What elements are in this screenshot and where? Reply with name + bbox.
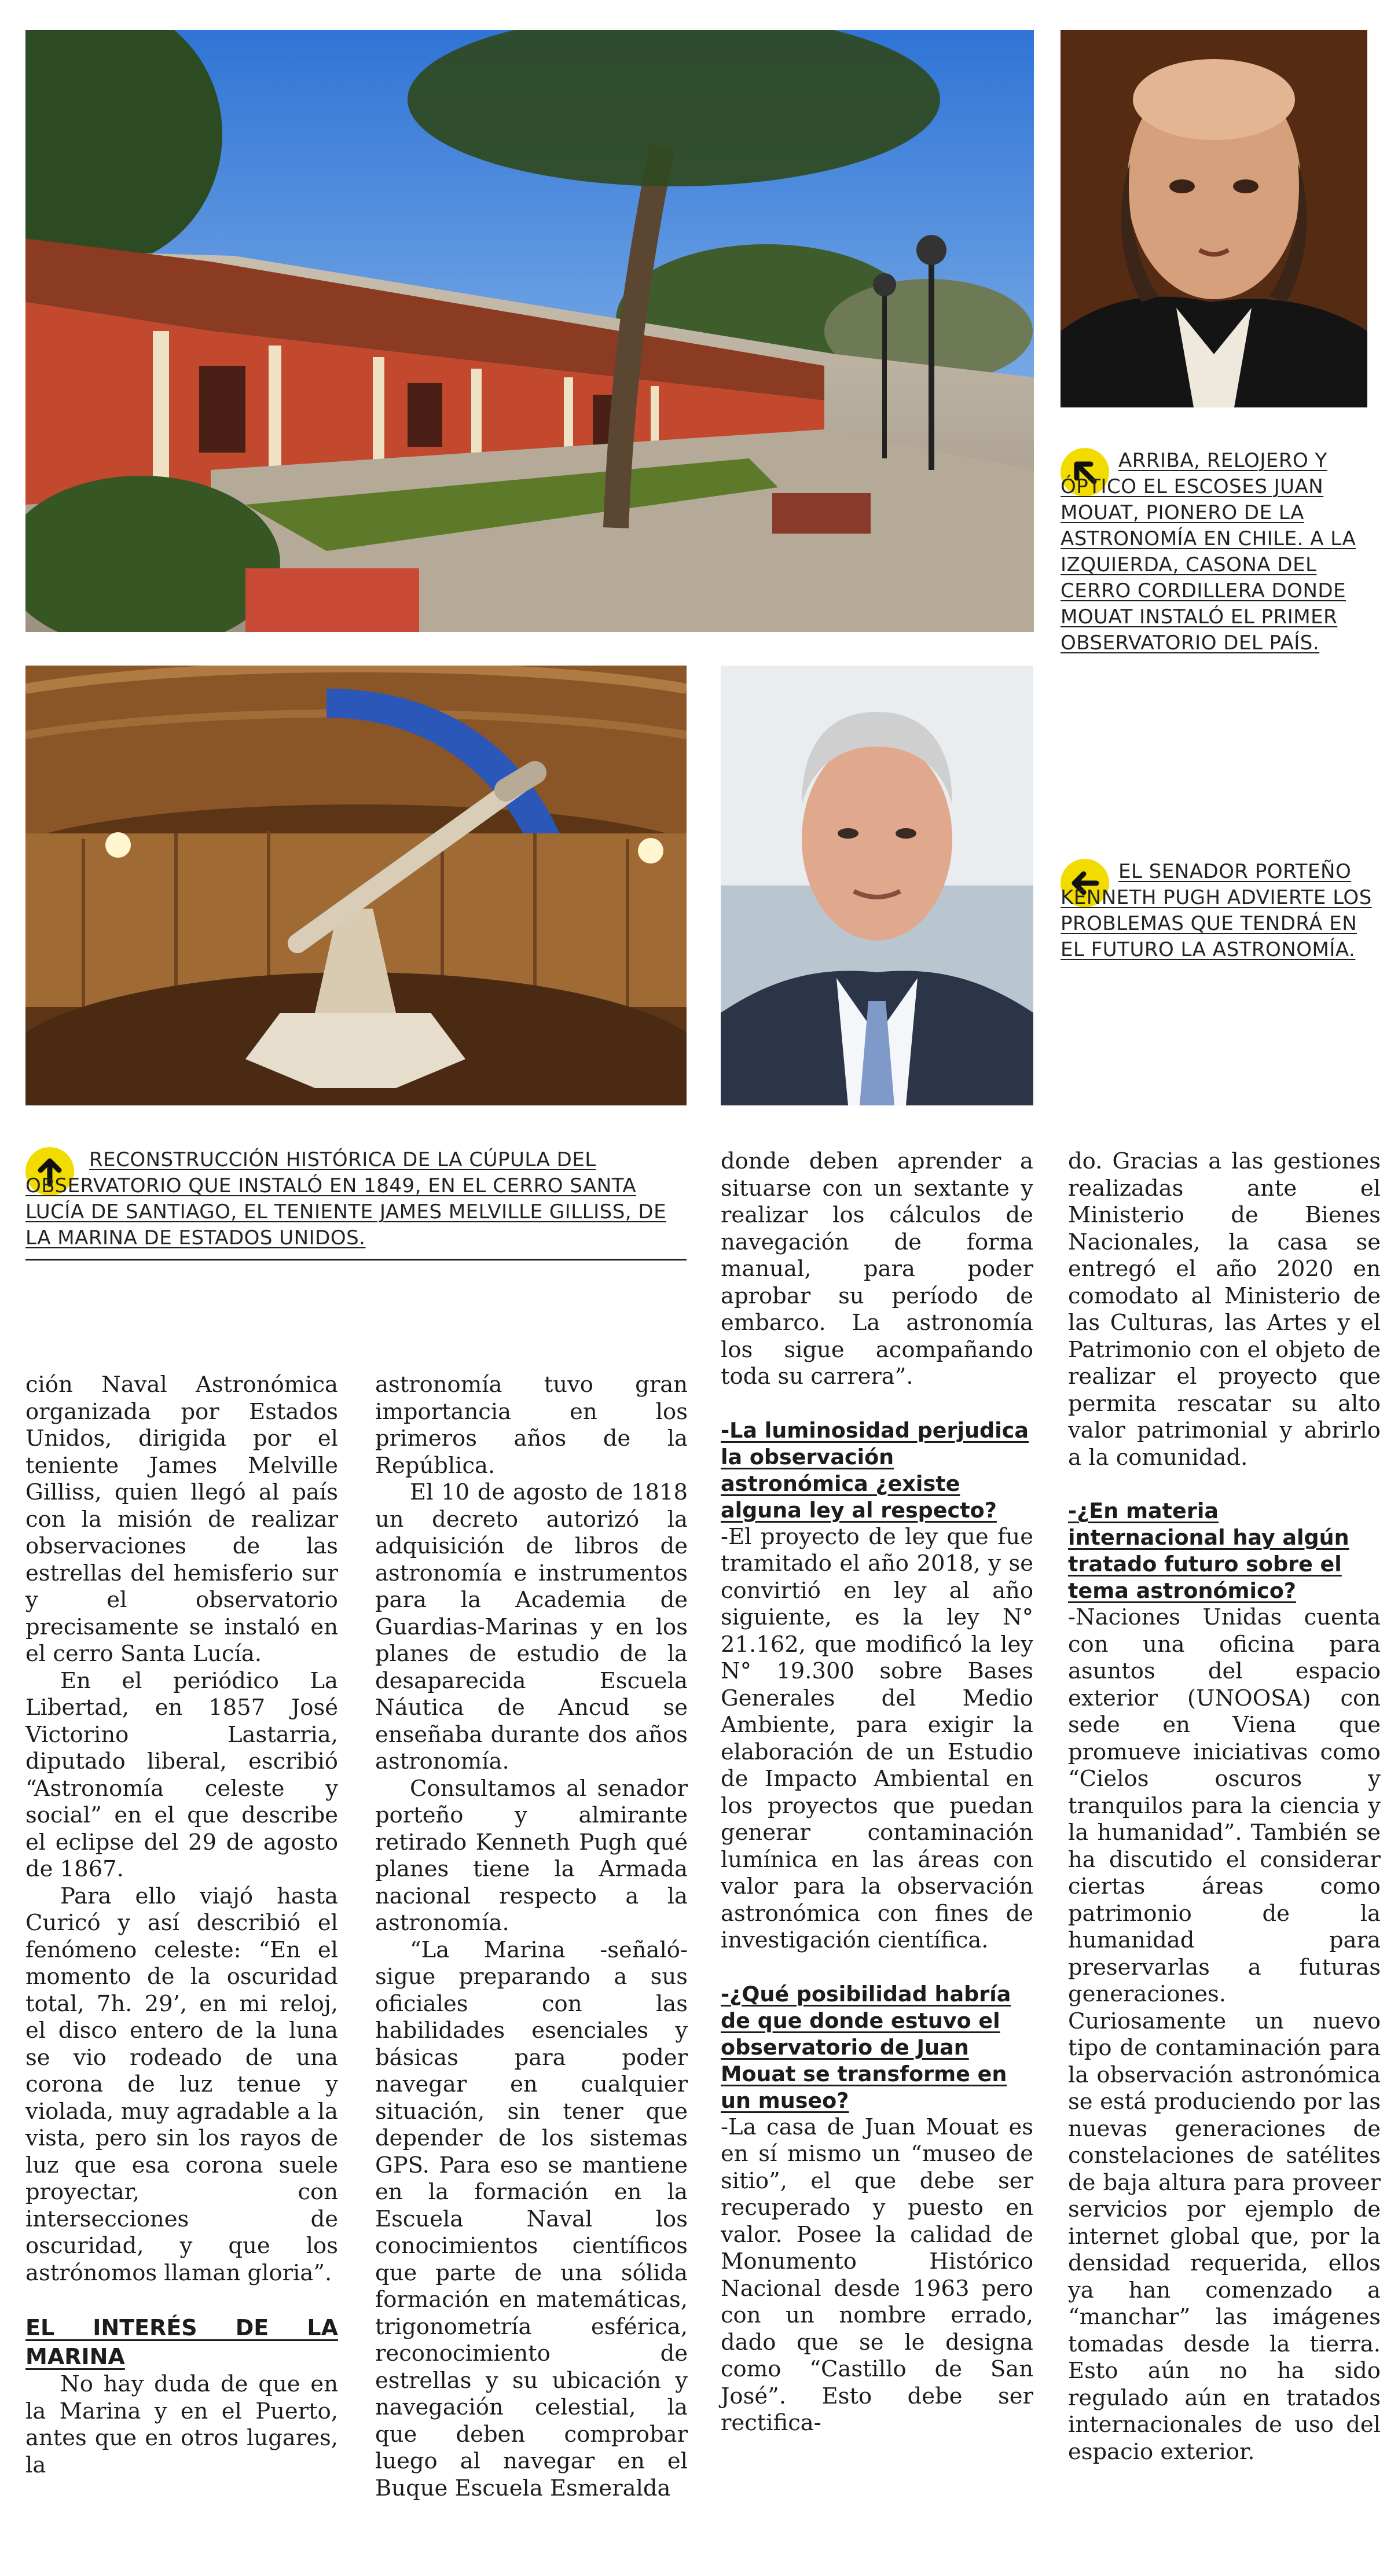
article-column-4	[1068, 1148, 1381, 2465]
col2-paragraph-1: astronomía tuvo gran importancia en los primeros años de la República.	[375, 1372, 688, 1479]
observatory-cupola-photo	[25, 666, 687, 1105]
caption-pugh	[1061, 859, 1385, 963]
col3-paragraph-1: donde deben aprender a situarse con un sextante y realizar los cálculos de navegación de forma manual, para poder aprobar su período de embarco. La astronomía los sigue acompañando toda su carrera”.	[721, 1148, 1033, 1390]
col1-paragraph-2: En el periódico La Libertad, en 1857 José Victorino Lastarria, diputado liberal, escribió “Astronomía celeste y social” en el que describe el eclipse del 29 de agosto de 1867.	[25, 1667, 338, 1882]
article-column-1	[25, 1372, 338, 2479]
caption-pugh-text: EL SENADOR PORTEÑO KENNETH PUGH ADVIERTE LOS PROBLEMAS QUE TENDRÁ EN EL FUTURO LA ASTRONOMÍA.	[1061, 860, 1372, 961]
article-column-2	[375, 1372, 688, 2502]
question-museo: -¿Qué posibilidad habría de que donde estuvo el observatorio de Juan Mouat se transforme en un museo?	[721, 1981, 1011, 2113]
col4-paragraph-1: do. Gracias a las gestiones realizadas ante el Ministerio de Bienes Nacionales, la casa se entregó el año 2020 en comodato al Ministerio de las Culturas, las Artes y el Patrimonio con el objeto de realizar el proyecto que permita rescatar su alto valor patrimonial y abrirlo a la comunidad.	[1068, 1148, 1381, 1471]
caption-mouat	[1061, 448, 1385, 656]
col1-paragraph-4: No hay duda de que en la Marina y en el Puerto, antes que en otros lugares, la	[25, 2371, 338, 2478]
question-luminosidad: -La luminosidad perjudica la observación astronómica ¿existe alguna ley al respecto?	[721, 1417, 1029, 1523]
section-heading-marina: EL INTERÉS DE LA MARINA	[25, 2315, 338, 2369]
question-tratado: -¿En materia internacional hay algún tratado futuro sobre el tema astronómico?	[1068, 1498, 1349, 1603]
caption-divider	[25, 1259, 687, 1261]
col4-paragraph-2: -Naciones Unidas cuenta con una oficina para asuntos del espacio exterior (UNOOSA) con sede en Viena que promueve iniciativas como “Cielos oscuros y tranquilos para la ciencia y la humanidad”. También se ha discutido el considerar ciertas áreas como patrimonio de la humanidad para preservarlas a futuras generaciones. Curiosamente un nuevo tipo de contaminación para la observación astronómica se está produciendo por las nuevas generaciones de constelaciones de satélites de baja altura para proveer servicios por ejemplo de internet global que, por la densidad requerida, ellos ya han comenzado a “manchar” las imágenes tomadas desde la tierra. Esto aún no ha sido regulado aún en tratados internacionales de uso del espacio exterior.	[1068, 1604, 1381, 2465]
kenneth-pugh-photo	[721, 666, 1033, 1105]
col3-paragraph-3: -La casa de Juan Mouat es en sí mismo un “museo de sitio”, el que debe ser recuperado y puesto en valor. Posee la calidad de Monumento Histórico Nacional desde 1963 pero con un nombre errado, dado que se le designa como “Castillo de San José”. Esto debe ser rectifica-	[721, 2114, 1033, 2436]
col1-paragraph-1: ción Naval Astronómica organizada por Estados Unidos, dirigida por el teniente James Melville Gilliss, quien llegó al país con la misión de realizar observaciones de las estrellas del hemisferio sur y el observatorio precisamente se instaló en el cerro Santa Lucía.	[25, 1372, 338, 1667]
col2-paragraph-4: “La Marina -señaló- sigue preparando a sus oficiales con las habilidades esenciales y básicas para poder navegar en cualquier situación, sin tener que depender de los sistemas GPS. Para eso se mantiene en la formación en la Escuela Naval los conocimientos científicos que parte de una sólida formación en matemáticas, trigonometría esférica, reconocimiento de estrellas y su ubicación y navegación celestial, la que deben comprobar luego al navegar en el Buque Escuela Esmeralda	[375, 1936, 688, 2501]
col2-paragraph-2: El 10 de agosto de 1818 un decreto autorizó la adquisición de libros de astronomía e instrumentos para la Academia de Guardias-Marinas y en los planes de estudio de la desaparecida Escuela Náutica de Ancud se enseñaba durante dos años astronomía.	[375, 1479, 688, 1774]
juan-mouat-portrait	[1061, 30, 1367, 407]
caption-mouat-text: ARRIBA, RELOJERO Y ÓPTICO EL ESCOSES JUAN MOUAT, PIONERO DE LA ASTRONOMÍA EN CHILE. A LA IZQUIERDA, CASONA DEL CERRO CORDILLERA DONDE MOUAT INSTALÓ EL PRIMER OBSERVATORIO DEL PAÍS.	[1061, 449, 1356, 655]
article-column-3	[721, 1148, 1033, 2437]
caption-cupola	[25, 1147, 691, 1251]
caption-cupola-text: RECONSTRUCCIÓN HISTÓRICA DE LA CÚPULA DEL OBSERVATORIO QUE INSTALÓ EN 1849, EN EL CERRO SANTA LUCÍA DE SANTIAGO, EL TENIENTE JAMES MELVILLE GILLISS, DE LA MARINA DE ESTADOS UNIDOS.	[25, 1148, 667, 1250]
col1-paragraph-3: Para ello viajó hasta Curicó y así describió el fenómeno celeste: “En el momento de la oscuridad total, 7h. 29’, en mi reloj, el disco entero de la luna se vio rodeado de una corona de luz tenue y violada, muy agradable a la vista, pero sin los rayos de luz que esa corona suele proyectar, con intersecciones de oscuridad, y que los astrónomos llaman gloria”.	[25, 1883, 338, 2286]
col3-paragraph-2: -El proyecto de ley que fue tramitado el año 2018, y se convirtió en ley al año siguiente, es la ley N° 21.162, que modificó la ley N° 19.300 sobre Bases Generales del Medio Ambiente, para exigir la elaboración de un Estudio de Impacto Ambiental en los proyectos que puedan generar contaminación lumínica en las áreas con valor para la observación astronómica con fines de investigación científica.	[721, 1523, 1033, 1953]
casona-photo	[25, 30, 1034, 632]
col2-paragraph-3: Consultamos al senador porteño y almirante retirado Kenneth Pugh qué planes tiene la Armada nacional respecto a la astronomía.	[375, 1775, 688, 1936]
